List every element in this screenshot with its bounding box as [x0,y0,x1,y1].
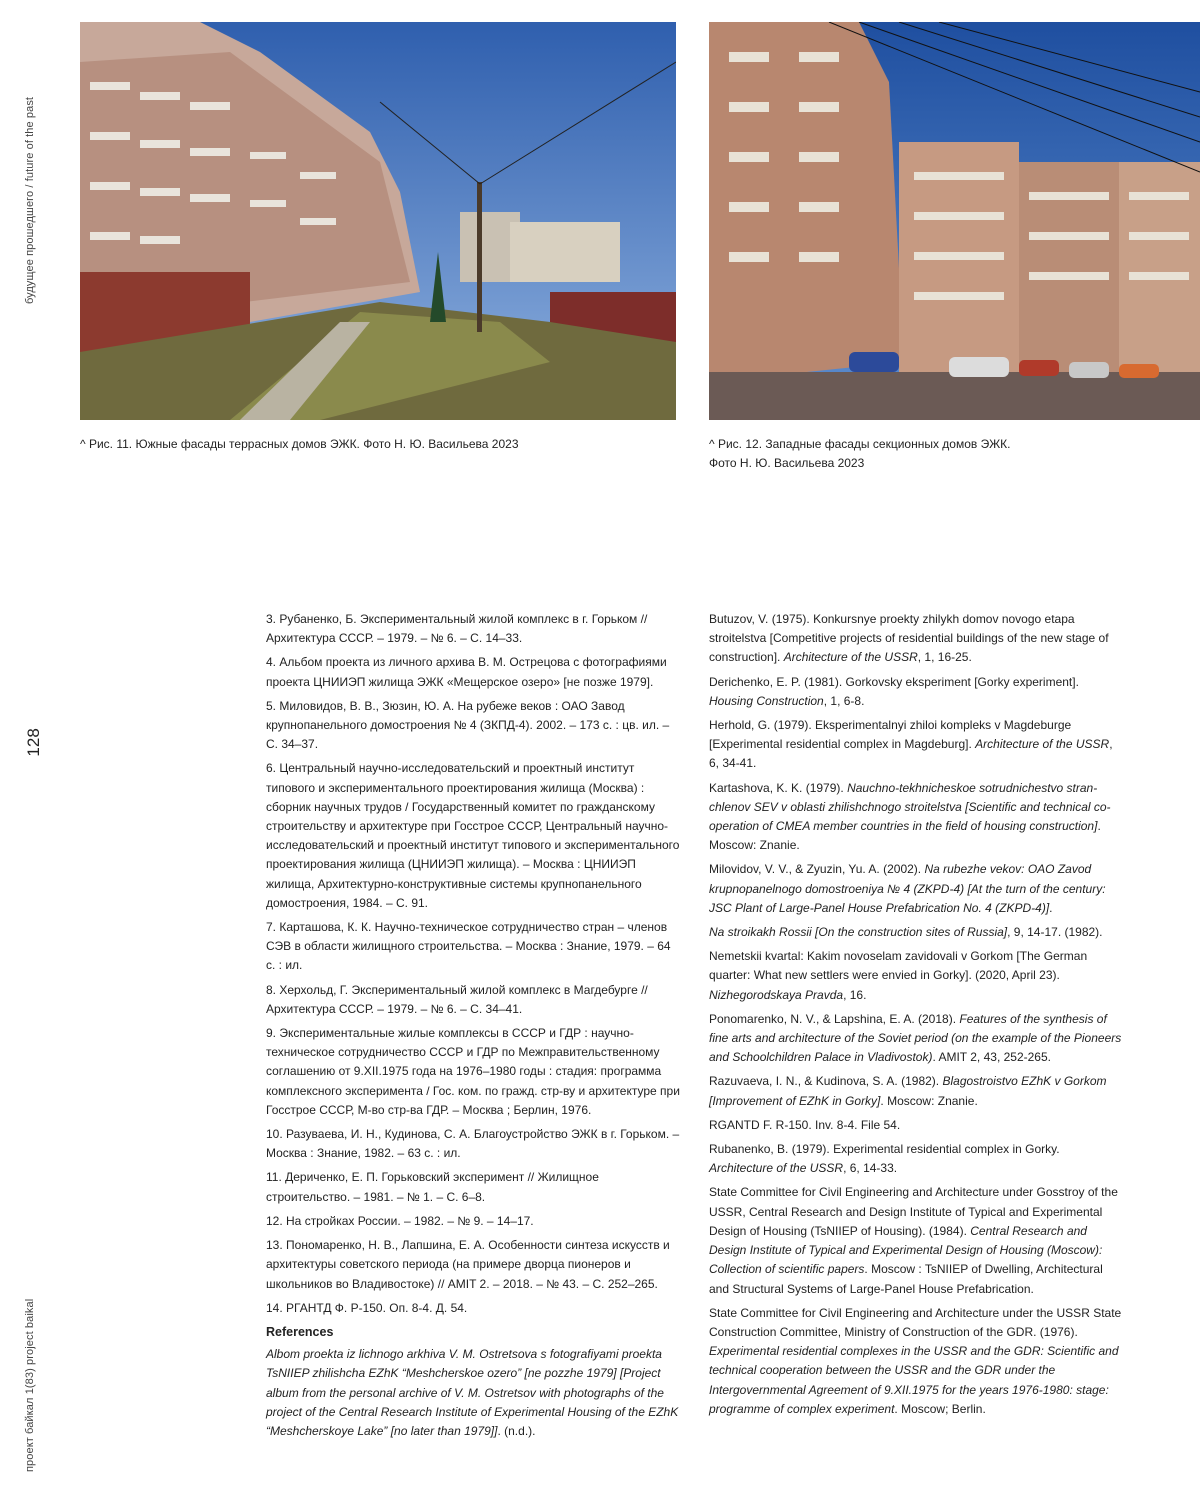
reference-title: Architecture of the USSR [783,650,918,665]
reference-title: Nizhegorodskaya Pravda [709,987,844,1002]
reference-item [709,923,1125,942]
reference-text: Ponomarenko, N. V., & Lapshina, E. A. (2018). [709,1011,960,1026]
figure-12-caption-line2: Фото Н. Ю. Васильева 2023 [709,456,865,470]
reference-text: Butuzov, V. (1975). Konkursnye proekty zhilykh domov novogo etapa stroitelstva [Competitive projects of residential buildings of the new stage of construction]. [709,612,1109,665]
note-item: 14. РГАНТД Ф. Р-150. Оп. 8-4. Д. 54. [266,1300,468,1315]
note-item: 6. Центральный научно-исследовательский и проектный институт типового и экспериментального проектирования жилища (Москва) : сборник научных трудов / Государственный комитет по гражданскому строительству и архитектуре при Госстрое СССР, Центральный научно-исследовательский и проектный институт типового и экспериментального проектирования жилища (ЦНИИЭП жилища). – Москва : ЦНИИЭП жилища, Архитектурно-конструктивные системы крупнопанельного домостроения, 1984. – С. 91. [266,761,680,910]
reference-text: Milovidov, V. V., & Zyuzin, Yu. A. (2002). [709,862,925,877]
reference-tail: , 1, 6-8. [823,693,865,708]
references-list-left [266,1345,680,1441]
reference-item [709,610,1125,668]
note-item: 12. На стройках России. – 1982. – № 9. – 14–17. [266,1213,534,1228]
running-footer: проект байкал 1(83) project baikal [24,1298,36,1472]
reference-text: Rubanenko, B. (1979). Experimental residential complex in Gorky. [709,1142,1060,1157]
reference-title: Housing Construction [709,693,824,708]
reference-tail: . (n.d.). [497,1423,536,1438]
reference-text: Nemetskii kvartal: Kakim novoselam zavidovali v Gorkom [The German quarter: What new settlers were envied in Gorky]. (2020, April 23). [709,949,1088,983]
reference-item [709,716,1125,774]
note-item: 10. Разуваева, И. Н., Кудинова, С. А. Благоустройство ЭЖК в г. Горьком. – Москва : Знание, 1982. – 63 с. : ил. [266,1127,680,1161]
reference-item [709,779,1125,856]
reference-item [709,1116,1125,1135]
reference-title: Nauchno-tekhnicheskoe sotrudnichestvo stran-chlenov SEV v oblasti zhilishchnogo stroitelstva [Scientific and technical co-operation of CMEA member countries in the field of housing construction] [709,780,1111,834]
notes-column [266,610,680,1446]
reference-item [709,1072,1125,1110]
references-list-right [709,610,1125,1419]
reference-item [709,860,1125,918]
reference-title: Central Research and Design Institute of Typical and Experimental Design of Housing (Moscow): Collection of scientific papers [709,1223,1103,1277]
reference-text: Kartashova, K. K. (1979). [709,780,848,795]
reference-item [709,947,1125,1005]
reference-title: Na rubezhe vekov: OAO Zavod krupnopanelnogo domostroeniya № 4 (ZKPD-4) [At the turn of the century: JSC Plant of Large-Panel House Prefabrication No. 4 (ZKPD-4)] [709,862,1106,915]
note-item: 4. Альбом проекта из личного архива В. М. Острецова с фотографиями проекта ЦНИИЭП жилища ЭЖК «Мещерское озеро» [не позже 1979]. [266,655,667,689]
reference-tail: , 6, 34-41. [709,737,1113,771]
reference-tail: . Moscow : TsNIIEP of Dwelling, Architectural and Structural Systems of Large-Panel House Prefabrication. [709,1262,1103,1296]
reference-item [266,1345,680,1441]
figure-11-photo [80,22,676,420]
note-item: 8. Херхольд, Г. Экспериментальный жилой комплекс в Магдебурге // Архитектура СССР. – 1979. – № 6. – С. 34–41. [266,982,648,1016]
reference-tail: , 16. [843,987,867,1002]
reference-tail: , 1, 16-25. [917,650,972,665]
reference-text: Derichenko, E. P. (1981). Gorkovsky eksperiment [Gorky experiment]. [709,674,1079,689]
reference-text: Herhold, G. (1979). Eksperimentalnyi zhiloi kompleks v Magdeburge [Experimental residential complex in Magdeburg]. [709,718,1072,752]
note-item: 7. Карташова, К. К. Научно-техническое сотрудничество стран – членов СЭВ в области жилищного строительства. – Москва : Знание, 1979. – 64 с. : ил. [266,920,671,973]
reference-text: State Committee for Civil Engineering and Architecture under Gosstroy of the USSR, Central Research and Design Institute of Typical and Experimental Design of Housing (TsNIIEP of Housing). (1984). [709,1185,1118,1238]
reference-title: Blagostroistvo EZhK v Gorkom [Improvement of EZhK in Gorky] [709,1074,1107,1108]
reference-title: Features of the synthesis of fine arts and architecture of the Soviet period (on the example of the Pioneers and Schoolchildren Palace in Vladivostok) [709,1011,1122,1065]
reference-item [709,1140,1125,1178]
reference-tail: . [1049,900,1053,915]
notes-list [266,610,680,1318]
note-item: 11. Дериченко, Е. П. Горьковский эксперимент // Жилищное строительство. – 1981. – № 1. – С. 6–8. [266,1170,599,1204]
reference-tail: , 6, 14-33. [843,1161,898,1176]
reference-item [709,673,1125,711]
reference-text: RGANTD F. R-150. Inv. 8-4. File 54. [709,1117,901,1132]
figure-11-caption [80,435,680,454]
page-number: 128 [24,728,43,757]
references-heading: References [266,1324,334,1339]
reference-tail: . Moscow; Berlin. [894,1401,986,1416]
figure-12-photo [709,22,1200,420]
reference-item [709,1304,1125,1419]
reference-tail: . AMIT 2, 43, 252-265. [932,1050,1051,1065]
figure-12-caption-line1: ^ Рис. 12. Западные фасады секционных домов ЭЖК. [709,437,1011,451]
note-item: 3. Рубаненко, Б. Экспериментальный жилой комплекс в г. Горьком // Архитектура СССР. – 1979. – № 6. – С. 14–33. [266,612,648,646]
reference-tail: . Moscow: Znanie. [880,1093,978,1108]
reference-item [709,1010,1125,1068]
reference-text: Razuvaeva, I. N., & Kudinova, S. A. (1982). [709,1074,943,1089]
reference-title: Experimental residential complexes in the USSR and the GDR: Scientific and technical cooperation between the USSR and the GDR under the Intergovernmental Agreement of 9.XII.1975 for the years 1976-1980: stage: programme of complex experiment [709,1344,1119,1416]
reference-title: Architecture of the USSR [709,1161,844,1176]
note-item: 13. Пономаренко, Н. В., Лапшина, Е. А. Особенности синтеза искусств и архитектуры советского периода (на примере дворца пионеров и школьников во Владивостоке) // AMIT 2. – 2018. – № 43. – С. 252–265. [266,1238,670,1291]
figure-11-caption-text: ^ Рис. 11. Южные фасады террасных домов ЭЖК. Фото Н. Ю. Васильева 2023 [80,437,519,451]
note-item: 5. Миловидов, В. В., Зюзин, Ю. А. На рубеже веков : ОАО Завод крупнопанельного домостроения № 4 (ЗКПД-4). 2002. – 173 с. : цв. ил. – С. 34–37. [266,698,670,752]
reference-title: Architecture of the USSR [975,737,1110,752]
reference-title: Albom proekta iz lichnogo arkhiva V. M. Ostretsova s fotografiyami proekta TsNIIEP zhilishcha EZhK “Meshcherskoe ozero” [ne pozzhe 1979] [Project album from the personal archive of V. M. Ostretsov with photographs of the project of the Central Research Institute of Experimental Housing of the EZhK “Meshcherskoye Lake” [no later than 1979]] [266,1347,679,1438]
figure-12-caption [709,435,1189,473]
references-column [709,610,1125,1424]
running-header: будущее прошедшего / future of the past [24,96,36,304]
reference-tail: , 9, 14-17. (1982). [1007,925,1103,940]
reference-text: State Committee for Civil Engineering and Architecture under the USSR State Construction Committee, Ministry of Construction of the GDR. (1976). [709,1305,1122,1339]
reference-item [709,1183,1125,1298]
reference-title: Na stroikakh Rossii [On the construction sites of Russia] [709,925,1008,940]
reference-tail: . Moscow: Znanie. [709,819,1101,853]
note-item: 9. Экспериментальные жилые комплексы в СССР и ГДР : научно-техническое сотрудничество СССР и ГДР по Межправительственному соглашению от 9.XII.1975 года на 1976–1980 годы : стадия: программа комплексного эксперимента / Гос. ком. по гражд. стр-ву и архитектуре при Госстрое СССР, М-во стр-ва ГДР. – Москва ; Берлин, 1976. [266,1026,680,1117]
